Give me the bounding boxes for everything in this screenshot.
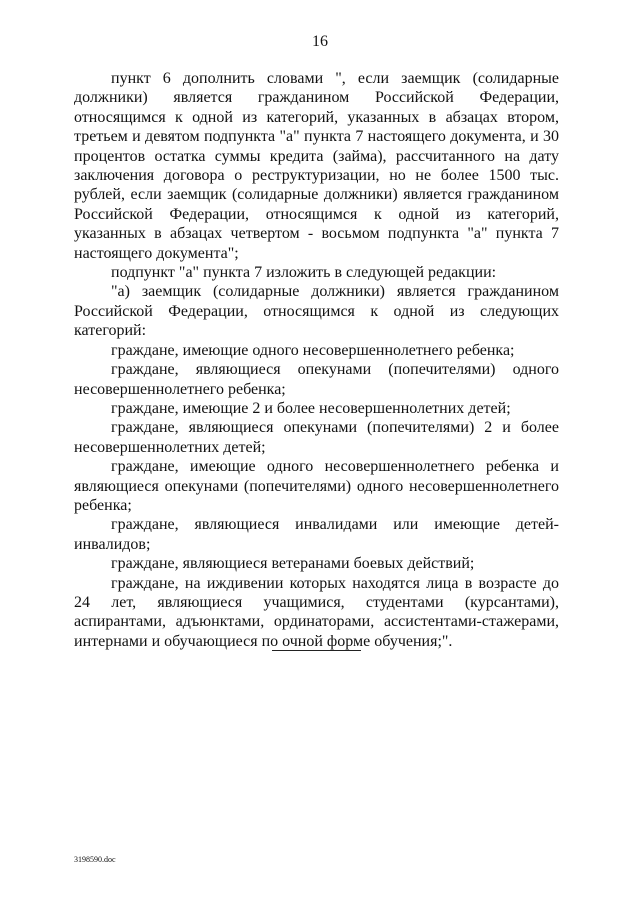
category-list-item: граждане, являющиеся инвалидами или имеющие детей-инвалидов;: [74, 516, 559, 553]
category-list-item: граждане, на иждивении которых находятся лица в возрасте до 24 лет, являющиеся учащимися, студентами (курсантами), аспирантами, адъюнктами, ординаторами, ассистентами-стажерами, интернами и обучающиеся по очной форме обучения;".: [74, 574, 559, 650]
document-body: [74, 69, 559, 651]
category-list-item: граждане, являющиеся ветеранами боевых действий;: [111, 555, 475, 573]
category-list-item: граждане, являющиеся опекунами (попечителями) 2 и более несовершеннолетних детей;: [74, 419, 559, 456]
page-number: 16: [312, 33, 328, 50]
category-list-item: граждане, имеющие одного несовершеннолетнего ребенка;: [111, 341, 515, 359]
category-list-item: граждане, имеющие 2 и более несовершеннолетних детей;: [111, 399, 511, 417]
category-list-item: граждане, имеющие одного несовершеннолетнего ребенка и являющиеся опекунами (попечителями) одного несовершеннолетнего ребенка;: [74, 458, 559, 514]
paragraph-borrower-condition: "а) заемщик (солидарные должники) является гражданином Российской Федерации, относящимся к одной из следующих категорий:: [74, 283, 559, 340]
paragraph-item-6-amendment: пункт 6 дополнить словами ", если заемщик (солидарные должники) является гражданином Российской Федерации, относящимся к одной из категорий, указанных в абзацах втором, третьем и девятом подпункта "а" пункта 7 настоящего документа, и 30 процентов остатка суммы кредита (займа), рассчитанного на дату заключения договора о реструктуризации, но не более 1500 тыс. рублей, если заемщик (солидарные должники) является гражданином Российской Федерации, относящимся к одной из категорий, указанных в абзацах четвертом - восьмом подпункта "а" пункта 7 настоящего документа";: [74, 70, 559, 262]
category-list-item: граждане, являющиеся опекунами (попечителями) одного несовершеннолетнего ребенка;: [74, 361, 559, 398]
paragraph-subpoint-a-intro: подпункт "а" пункта 7 изложить в следующей редакции:: [111, 264, 497, 282]
document-file-code: 3198590.doc: [74, 855, 116, 864]
end-separator-line: [272, 650, 361, 651]
